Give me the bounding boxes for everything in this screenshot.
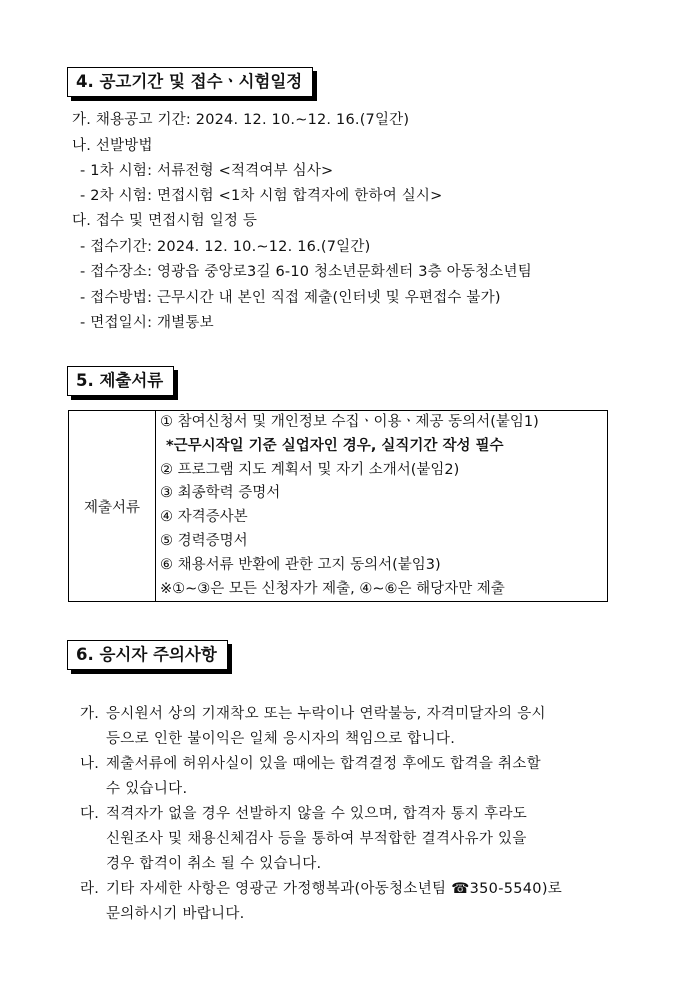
notice-item [80,802,640,877]
section-6-heading: 6. 응시자 주의사항 [67,640,228,670]
notice-mark: 라. [80,881,100,897]
document-footnote: ※①∼③은 모든 신청자가 제출, ④∼⑥은 해당자만 제출 [160,580,505,597]
notice-text: 제출서류에 허위사실이 있을 때에는 합격결정 후에도 합격을 취소할 [106,756,541,772]
application-method: - 접수방법: 근무시간 내 본인 직접 제출(인터넷 및 우편접수 불가) [80,290,501,306]
first-exam-line: - 1차 시험: 서류전형 <적격여부 심사> [80,163,334,179]
section-5-heading: 5. 제출서류 [67,366,174,396]
notice-text: 경우 합격이 취소 될 수 있습니다. [106,856,322,872]
notice-mark: 나. [80,756,100,772]
recruitment-period: 가. 채용공고 기간: 2024. 12. 10.∼12. 16.(7일간) [72,112,410,128]
notice-item [80,877,640,927]
notice-mark: 다. [80,806,100,822]
notice-item [80,702,640,752]
document-item: ⑤ 경력증명서 [160,532,248,549]
interview-date: - 면접일시: 개별통보 [80,315,214,331]
notice-text: 응시원서 상의 기재착오 또는 누락이나 연락불능, 자격미달자의 응시 [106,706,546,722]
notice-text: 문의하시기 바랍니다. [106,906,245,922]
notice-text: 기타 자세한 사항은 영광군 가정행복과(아동청소년팀 ☎350-5540)로 [106,881,563,897]
second-exam-line: - 2차 시험: 면접시험 <1차 시험 합격자에 한하여 실시> [80,188,443,204]
notice-item [80,752,640,802]
notice-mark: 가. [80,706,100,722]
documents-list [156,411,608,602]
document-item: ⑥ 채용서류 반환에 관한 고지 동의서(붙임3) [160,556,441,573]
documents-label: 제출서류 [69,411,156,602]
document-item: ④ 자격증사본 [160,509,248,526]
section-4-heading: 4. 공고기간 및 접수ㆍ시험일정 [67,67,313,97]
schedule-title: 다. 접수 및 면접시험 일정 등 [72,213,258,229]
notice-text: 수 있습니다. [106,781,188,797]
document-item: ② 프로그램 지도 계획서 및 자기 소개서(붙임2) [160,461,460,478]
application-place: - 접수장소: 영광읍 중앙로3길 6-10 청소년문화센터 3층 아동청소년팀 [80,264,532,280]
documents-table [68,410,608,602]
document-item: ③ 최종학력 증명서 [160,485,281,502]
document-item: ① 참여신청서 및 개인정보 수집ㆍ이용ㆍ제공 동의서(붙임1) [160,414,539,430]
application-period: - 접수기간: 2024. 12. 10.∼12. 16.(7일간) [80,239,371,255]
document-note: *근무시작일 기준 실업자인 경우, 실직기간 작성 필수 [166,437,504,454]
notice-text: 신원조사 및 채용신체검사 등을 통하여 부적합한 결격사유가 있을 [106,831,527,847]
notice-text: 적격자가 없을 경우 선발하지 않을 수 있으며, 합격자 통지 후라도 [106,806,528,822]
notice-text: 등으로 인한 불이익은 일체 응시자의 책임으로 합니다. [106,731,456,747]
selection-method-title: 나. 선발방법 [72,138,153,154]
